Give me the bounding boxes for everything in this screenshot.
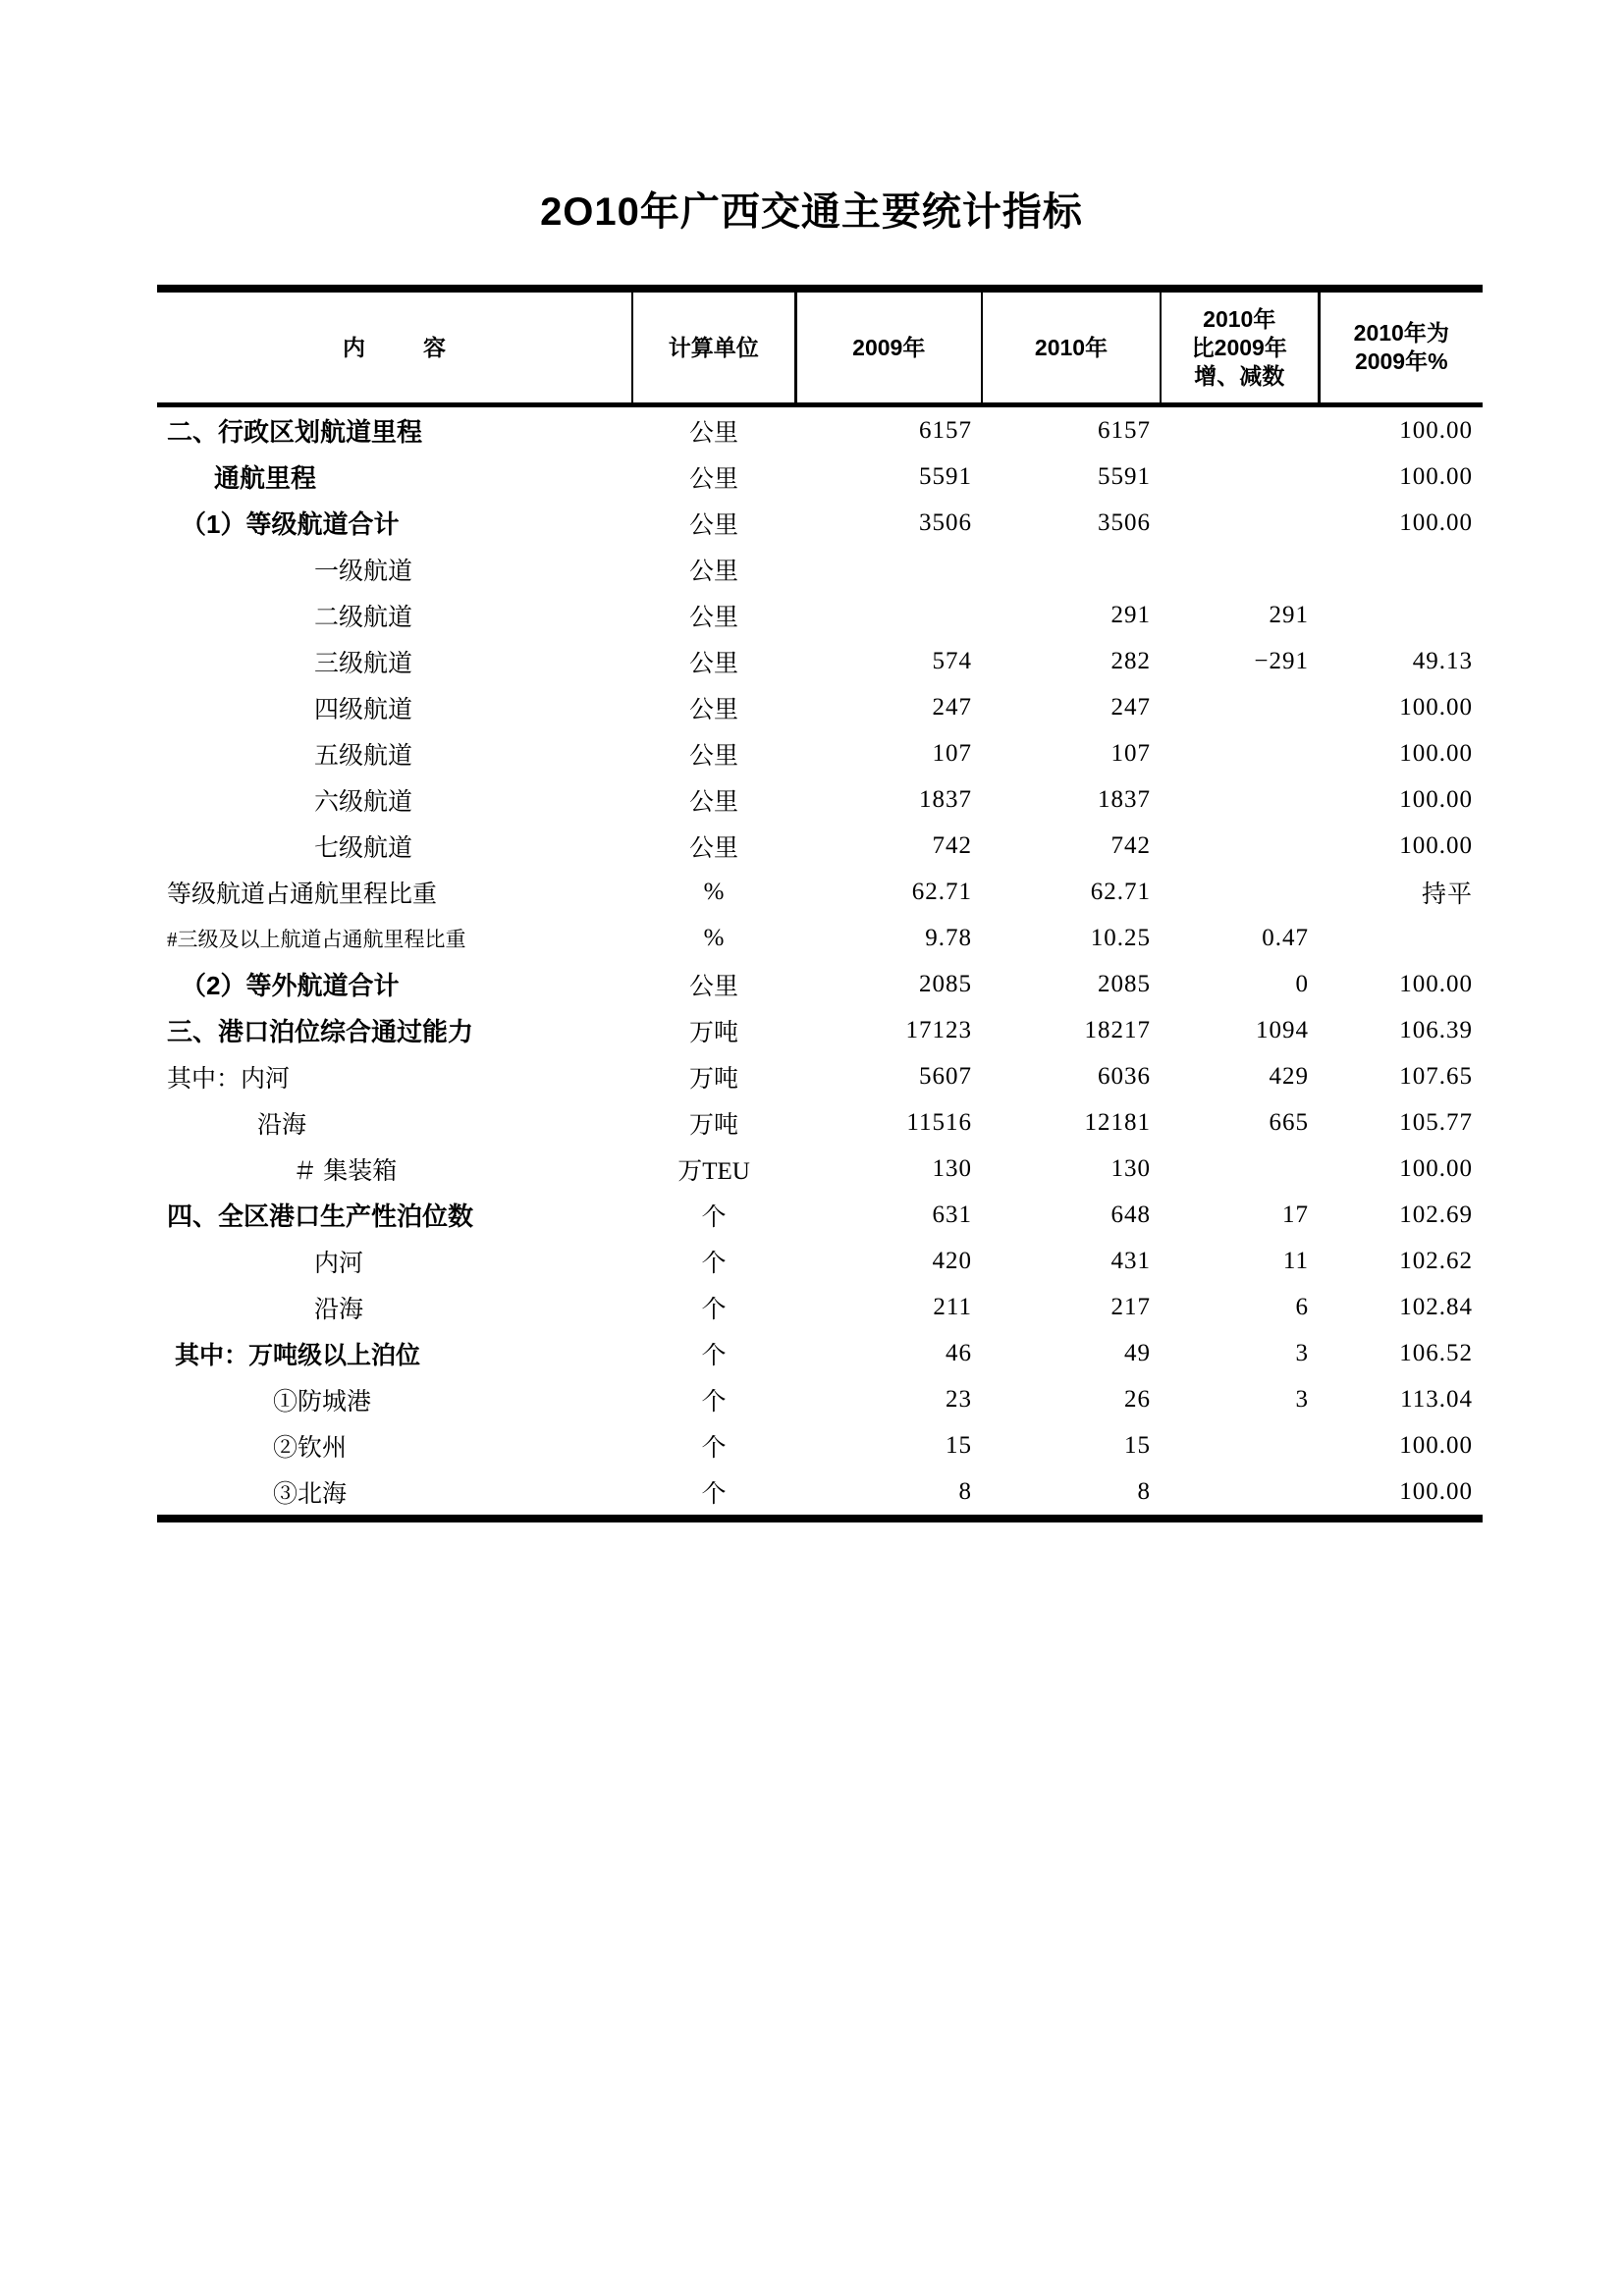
- row-label: ②钦州: [273, 1434, 348, 1462]
- row-label-cell: [157, 684, 632, 730]
- table-row: [157, 823, 1483, 869]
- row-label: 六级航道: [314, 788, 413, 816]
- column-header-difference: [1161, 289, 1319, 405]
- row-percentage-cell: 100.00: [1399, 1154, 1473, 1182]
- row-unit-cell: 公里: [688, 650, 738, 677]
- row-label: 等级航道占通航里程比重: [167, 881, 438, 908]
- row-label: ＃ 集装箱: [293, 1157, 398, 1185]
- table-row: [157, 1468, 1483, 1519]
- row-difference-cell: 665: [1269, 1108, 1309, 1136]
- row-percentage-cell: 102.84: [1399, 1293, 1473, 1320]
- table-row: [157, 869, 1483, 915]
- row-label-cell: [157, 776, 632, 823]
- row-difference-cell: 3: [1295, 1339, 1309, 1366]
- row-unit-cell: 万吨: [688, 1111, 738, 1139]
- row-value-2009-cell: 5591: [919, 462, 972, 490]
- table-row: [157, 1099, 1483, 1146]
- row-value-2009-cell: 17123: [905, 1016, 972, 1043]
- column-header-difference-line3: 增、减数: [1194, 362, 1285, 389]
- column-header-difference-line1: 2010年: [1203, 305, 1276, 332]
- row-value-2010-cell: 6036: [1098, 1062, 1151, 1090]
- row-unit-cell: 万TEU: [677, 1157, 750, 1185]
- table-row: [157, 961, 1483, 1007]
- row-unit-cell: 个: [701, 1296, 727, 1323]
- row-label-cell: [157, 961, 632, 1007]
- table-row: [157, 546, 1483, 592]
- row-percentage-cell: 102.69: [1399, 1201, 1473, 1228]
- row-value-2009-cell: 631: [932, 1201, 972, 1228]
- row-percentage-cell: 107.65: [1399, 1062, 1473, 1090]
- row-value-2010-cell: 5591: [1098, 462, 1151, 490]
- table-row: [157, 915, 1483, 961]
- column-header-percentage-line2: 2009年%: [1354, 348, 1448, 374]
- table-row: [157, 638, 1483, 684]
- table-row: [157, 684, 1483, 730]
- row-difference-cell: −291: [1254, 647, 1309, 674]
- row-value-2009-cell: 574: [932, 647, 972, 674]
- row-unit-cell: %: [703, 924, 725, 951]
- row-value-2010-cell: 3506: [1098, 508, 1151, 536]
- row-difference-cell: 11: [1282, 1247, 1309, 1274]
- row-label: （2）等外航道合计: [181, 971, 400, 1000]
- row-percentage-cell: 106.39: [1399, 1016, 1473, 1043]
- row-label: 通航里程: [214, 463, 317, 493]
- row-difference-cell: [1161, 1422, 1319, 1468]
- row-percentage-cell: 106.52: [1399, 1339, 1473, 1366]
- row-unit-cell: 公里: [688, 742, 738, 770]
- column-header-percentage: [1319, 289, 1483, 405]
- row-label-cell: [157, 1053, 632, 1099]
- row-label: 七级航道: [314, 834, 413, 862]
- row-difference-cell: 429: [1269, 1062, 1309, 1090]
- row-percentage-cell: 100.00: [1319, 1468, 1483, 1519]
- row-label: 其中：内河: [167, 1065, 291, 1093]
- row-value-2009-cell: 15: [946, 1431, 972, 1459]
- row-difference-cell: [1161, 405, 1319, 454]
- table-row: [157, 1192, 1483, 1238]
- row-unit-cell: 公里: [688, 788, 738, 816]
- column-header-year-2010: 2010年: [982, 289, 1161, 405]
- row-value-2009-cell: 46: [946, 1339, 972, 1366]
- row-value-2010-cell: 742: [1110, 831, 1151, 859]
- row-label-cell: [157, 1007, 632, 1053]
- row-difference-cell: 291: [1269, 601, 1309, 628]
- row-value-2010-cell: 282: [1110, 647, 1151, 674]
- row-difference-cell: [1161, 776, 1319, 823]
- table-row: [157, 405, 1483, 454]
- row-label-cell: [157, 1422, 632, 1468]
- table-row: [157, 454, 1483, 500]
- row-value-2010-cell: 62.71: [1090, 878, 1151, 905]
- row-unit-cell: 公里: [688, 973, 738, 1000]
- row-unit-cell: 个: [701, 1434, 727, 1462]
- row-unit-cell: 公里: [688, 696, 738, 723]
- row-label-cell: [157, 638, 632, 684]
- row-value-2010-cell: 15: [1124, 1431, 1151, 1459]
- row-label-cell: [157, 546, 632, 592]
- column-header-year-2009: 2009年: [795, 289, 982, 405]
- row-percentage-cell: 100.00: [1399, 785, 1473, 813]
- row-value-2009-cell: 742: [932, 831, 972, 859]
- row-value-2009-cell: 8: [795, 1468, 982, 1519]
- statistics-table: [157, 285, 1483, 1522]
- row-label-cell: [157, 405, 632, 454]
- column-header-name: 内 容: [157, 289, 632, 405]
- row-percentage-cell: 100.00: [1399, 462, 1473, 490]
- table-row: [157, 1007, 1483, 1053]
- row-label: ①防城港: [273, 1388, 372, 1415]
- row-label-cell: [157, 500, 632, 546]
- row-unit-cell: %: [703, 878, 725, 905]
- row-value-2009-cell: 5607: [919, 1062, 972, 1090]
- row-value-2009-cell: [795, 546, 982, 592]
- row-unit-cell: 个: [701, 1388, 727, 1415]
- row-label-cell: [157, 454, 632, 500]
- table-row: [157, 592, 1483, 638]
- table-row: [157, 1146, 1483, 1192]
- column-header-unit: 计算单位: [632, 289, 795, 405]
- row-value-2009-cell: 9.78: [925, 924, 972, 951]
- row-label: ③北海: [273, 1480, 348, 1508]
- row-label: 二级航道: [314, 604, 413, 631]
- table-row: [157, 1376, 1483, 1422]
- row-percentage-cell: 100.00: [1399, 970, 1473, 997]
- row-difference-cell: 6: [1295, 1293, 1309, 1320]
- row-value-2009-cell: 62.71: [911, 878, 972, 905]
- row-unit-cell: 个: [701, 1203, 727, 1231]
- row-label: 四级航道: [314, 696, 413, 723]
- row-difference-cell: [1161, 684, 1319, 730]
- row-label-cell: [157, 1468, 632, 1519]
- row-difference-cell: [1161, 1146, 1319, 1192]
- table-row: [157, 1053, 1483, 1099]
- row-difference-cell: 0: [1295, 970, 1309, 997]
- row-value-2009-cell: 23: [946, 1385, 972, 1413]
- table-row: [157, 776, 1483, 823]
- row-difference-cell: [1161, 1468, 1319, 1519]
- row-unit-cell: 公里: [688, 604, 738, 631]
- row-value-2010-cell: 431: [1110, 1247, 1151, 1274]
- row-label: 内河: [314, 1250, 364, 1277]
- table-row: [157, 1284, 1483, 1330]
- row-unit-cell: 公里: [688, 511, 738, 539]
- row-percentage-cell: 100.00: [1399, 508, 1473, 536]
- column-header-difference-line2: 比2009年: [1191, 334, 1287, 360]
- row-value-2009-cell: 130: [932, 1154, 972, 1182]
- row-percentage-cell: 100.00: [1399, 693, 1473, 721]
- row-difference-cell: [1161, 546, 1319, 592]
- row-percentage-cell: 持平: [1421, 881, 1473, 908]
- row-label-cell: [157, 915, 632, 961]
- row-label-cell: [157, 592, 632, 638]
- row-difference-cell: 3: [1295, 1385, 1309, 1413]
- row-value-2009-cell: 6157: [919, 416, 972, 444]
- row-value-2010-cell: 107: [1110, 739, 1151, 767]
- table-header-row: [157, 289, 1483, 405]
- row-label-cell: [157, 1238, 632, 1284]
- row-value-2009-cell: 3506: [919, 508, 972, 536]
- row-value-2010-cell: 2085: [1098, 970, 1151, 997]
- row-value-2010-cell: 10.25: [1090, 924, 1151, 951]
- row-value-2009-cell: 2085: [919, 970, 972, 997]
- row-value-2010-cell: 8: [982, 1468, 1161, 1519]
- row-percentage-cell: [1319, 546, 1483, 592]
- row-label: 其中：万吨级以上泊位: [175, 1341, 421, 1369]
- row-label: 沿海: [314, 1296, 364, 1323]
- row-unit-cell: 个: [701, 1342, 727, 1369]
- row-difference-cell: 1094: [1256, 1016, 1309, 1043]
- row-value-2009-cell: [795, 592, 982, 638]
- row-percentage-cell: 102.62: [1399, 1247, 1473, 1274]
- row-label: （1）等级航道合计: [181, 509, 400, 539]
- row-label: 三级航道: [314, 650, 413, 677]
- row-value-2009-cell: 11516: [906, 1108, 972, 1136]
- row-difference-cell: [1161, 730, 1319, 776]
- row-label-cell: [157, 1192, 632, 1238]
- page-title: 2O10年广西交通主要统计指标: [540, 190, 1083, 234]
- table-row: [157, 500, 1483, 546]
- row-value-2010-cell: 6157: [1098, 416, 1151, 444]
- row-percentage-cell: 49.13: [1412, 647, 1473, 674]
- row-label-cell: [157, 1376, 632, 1422]
- row-value-2010-cell: 648: [1110, 1201, 1151, 1228]
- row-label-cell: [157, 1099, 632, 1146]
- row-value-2010-cell: 49: [1124, 1339, 1151, 1366]
- row-unit-cell: 万吨: [688, 1019, 738, 1046]
- row-value-2010-cell: 12181: [1084, 1108, 1151, 1136]
- row-unit-cell: 公里: [688, 834, 738, 862]
- row-unit-cell: 公里: [688, 558, 738, 585]
- row-difference-cell: [1161, 454, 1319, 500]
- statistics-table-container: [157, 285, 1483, 1522]
- row-percentage-cell: 105.77: [1399, 1108, 1473, 1136]
- table-row: [157, 1330, 1483, 1376]
- table-row: [157, 1422, 1483, 1468]
- row-label-cell: [157, 1330, 632, 1376]
- row-unit-cell: 公里: [688, 465, 738, 493]
- row-percentage-cell: [1319, 915, 1483, 961]
- row-value-2009-cell: 420: [932, 1247, 972, 1274]
- table-row: [157, 1238, 1483, 1284]
- row-value-2009-cell: 247: [932, 693, 972, 721]
- row-label-cell: [157, 1284, 632, 1330]
- table-body: [157, 405, 1483, 1520]
- row-value-2009-cell: 1837: [919, 785, 972, 813]
- row-percentage-cell: 100.00: [1399, 739, 1473, 767]
- row-label: 三、港口泊位综合通过能力: [167, 1017, 474, 1046]
- row-difference-cell: 17: [1282, 1201, 1309, 1228]
- row-percentage-cell: 100.00: [1399, 831, 1473, 859]
- row-label: 二、行政区划航道里程: [167, 417, 423, 447]
- row-value-2009-cell: 211: [933, 1293, 972, 1320]
- row-unit-cell: 万吨: [688, 1065, 738, 1093]
- row-value-2010-cell: 130: [1110, 1154, 1151, 1182]
- row-value-2010-cell: 1837: [1098, 785, 1151, 813]
- row-value-2010-cell: 18217: [1084, 1016, 1151, 1043]
- row-difference-cell: [1161, 869, 1319, 915]
- row-value-2010-cell: 291: [1110, 601, 1151, 628]
- row-label: 一级航道: [314, 558, 413, 585]
- row-label: 沿海: [257, 1111, 307, 1139]
- row-label-cell: [157, 869, 632, 915]
- row-percentage-cell: [1319, 592, 1483, 638]
- row-unit-cell: 公里: [688, 419, 738, 447]
- row-unit-cell: 个: [632, 1468, 795, 1519]
- row-label: #三级及以上航道占通航里程比重: [167, 927, 466, 951]
- row-unit-cell: 个: [701, 1250, 727, 1277]
- row-percentage-cell: 100.00: [1399, 416, 1473, 444]
- row-value-2010-cell: 26: [1124, 1385, 1151, 1413]
- table-row: [157, 730, 1483, 776]
- row-label: 四、全区港口生产性泊位数: [167, 1201, 474, 1231]
- row-label-cell: [157, 1146, 632, 1192]
- row-percentage-cell: 100.00: [1399, 1431, 1473, 1459]
- table-header: [157, 289, 1483, 405]
- row-value-2010-cell: 247: [1110, 693, 1151, 721]
- row-value-2010-cell: [982, 546, 1161, 592]
- row-value-2009-cell: 107: [932, 739, 972, 767]
- row-difference-cell: [1161, 823, 1319, 869]
- row-label: 五级航道: [314, 742, 413, 770]
- row-difference-cell: [1161, 500, 1319, 546]
- row-label-cell: [157, 730, 632, 776]
- row-label-cell: [157, 823, 632, 869]
- row-value-2010-cell: 217: [1110, 1293, 1151, 1320]
- row-percentage-cell: 113.04: [1400, 1385, 1473, 1413]
- row-difference-cell: 0.47: [1262, 924, 1309, 951]
- column-header-percentage-line1: 2010年为: [1353, 320, 1449, 346]
